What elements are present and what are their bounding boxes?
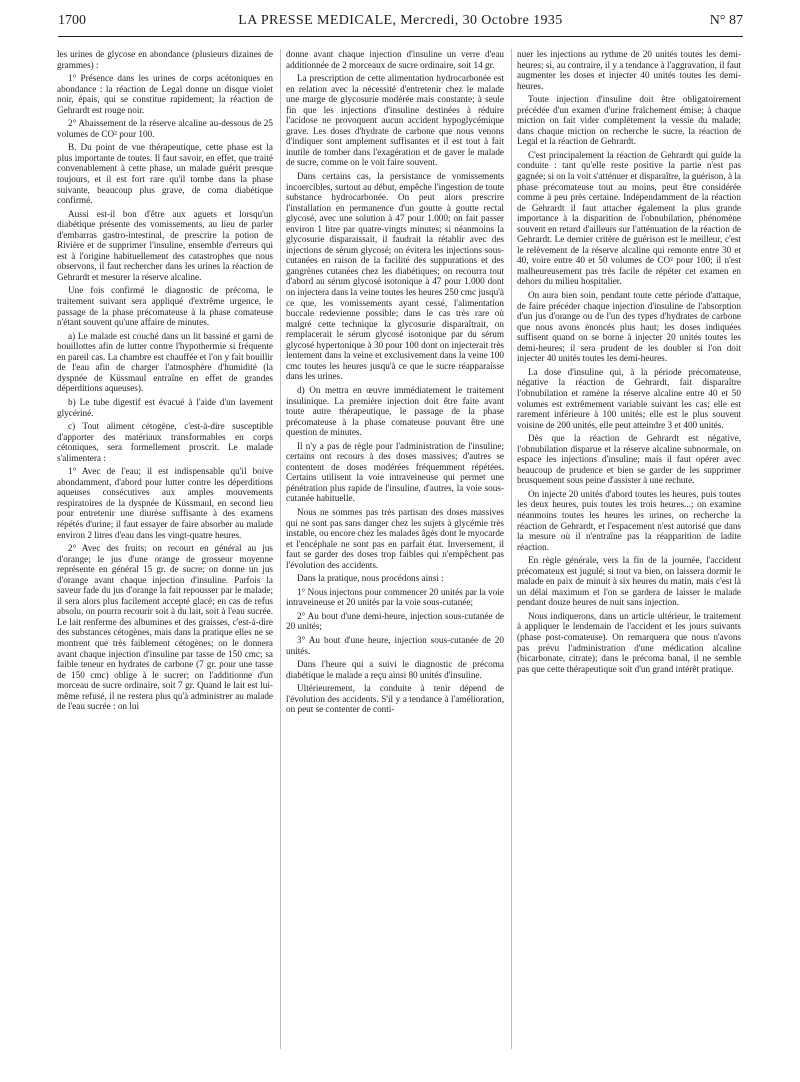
paragraph: 2° Abaissement de la réserve alcaline au-dessous de 25 volumes de CO² pour 100. <box>57 118 273 139</box>
paragraph: La prescription de cette alimentation hydrocarbonée est en relation avec la nécessité d'entretenir chez le malade une marge de glycosurie modérée mais constante; à seule fin que les injections d'insuline destinées à réduire l'acidose ne provoquent aucun accident hypoglycémique grave. Les doses d'hydrate de carbone que nous venons d'indiquer sont amplement suffisantes et il est tout à fait inutile de tomber dans l'exagération et de gaver le malade de sucre, comme on le voit faire souvent. <box>286 73 504 168</box>
paragraph: Il n'y a pas de règle pour l'administration de l'insuline; certains ont recours à des doses massives; d'autres se contentent de doses modérées fréquemment répétées. Certains utilisent la voie intraveineuse qui permet une pénétration plus rapide de l'insuline, d'autres, la voie sous-cutanée habituelle. <box>286 440 504 504</box>
page-header <box>58 8 743 34</box>
paragraph: Une fois confirmé le diagnostic de précoma, le traitement suivant sera appliqué d'extrême urgence, le passage de la phase précomateuse à la phase comateuse n'étant souvent qu'une affaire de minutes. <box>57 285 273 328</box>
paragraph: Dans certains cas, la persistance de vomissements incoercibles, surtout au début, empêche l'ingestion de toute substance hydrocarbonée. On peut alors prescrire l'installation en permanence d'un goutte à goutte rectal glycosé, avec une solution à 47 pour 1.000; on fait passer environ 1 litre par quatre-vingts minutes; si néanmoins la glycosurie disparaissait, il faudrait la rétablir avec des injections de sérum glycosé; on évitera les injections sous-cutanées en raison de la facilité des suppurations et des gangrènes cutanées chez les diabétiques; on recourra tout d'abord au sérum glycosé isotonique à 47 pour 1.000 dont on injectera dans la veine toutes les heures 250 cmc jusqu'à ce que, les vomissements ayant cessé, l'alimentation buccale redevienne possible; dans le cas très rare où malgré cette technique la glycosurie disparaîtrait, on remplacerait le sérum glycosé isotonique par du sérum glycosé hypertonique à 30 pour 100 dont on injecterait très lentement dans la veine et exclusivement dans la veine 100 cmc toutes les heures jusqu'à ce que le sucre réapparaisse dans les urines. <box>286 171 504 382</box>
column-divider <box>280 49 281 1049</box>
paragraph: Nous ne sommes pas très partisan des doses massives qui ne sont pas sans danger chez les sujets à glycémie très instable, ou encore chez les malades âgés dont le myocarde et l'encéphale ne sont pas en parfait état. Inversement, il faut se garder des doses trop faibles qui n'empêchent pas l'évolution des accidents. <box>286 506 504 570</box>
text-column-middle <box>286 49 504 1049</box>
paragraph: 2° Avec des fruits; on recourt en général au jus d'orange; le jus d'une orange de grosseur moyenne représente en général 15 gr. de sucre; on donne un jus d'orange avant chaque injection d'insuline. Parfois la saveur fade du jus d'orange la fait repousser par le malade; il sera alors plus facilement accepté glacé; en cas de refus absolu, on pourra recourir soit à du lait, soit à l'eau sucrée. Le lait renferme des albumines et des graisses, c'est-à-dire des substances cétogènes, mais dans la pratique elles ne se montrent que très faiblement cétogènes; on le donnera avant chaque injection d'insuline par tasse de 150 cmc; sa faible teneur en hydrates de carbone (7 gr. pour une tasse de 150 cmc) oblige à le sucrer; on l'additionne d'un morceau de sucre ordinaire, soit 7 gr. Quand le lait est lui-même refusé, il ne restera plus qu'à administrer au malade de l'eau sucrée : on lui <box>57 543 273 712</box>
column-divider <box>511 49 512 1049</box>
paragraph: 1° Nous injectons pour commencer 20 unités par la voie intraveineuse et 20 unités par la voie sous-cutanée; <box>286 586 504 608</box>
paragraph: a) Le malade est couché dans un lit bassiné et garni de bouillottes afin de lutter contre l'hypothermie si fréquente en pareil cas. La chambre est chauffée et l'on y fait bouillir de l'eau afin de charger l'atmosphère d'humidité (la dyspnée de Küssmaul entraîne en effet de grandes déperditions aqueuses). <box>57 330 273 394</box>
paragraph: b) Le tube digestif est évacué à l'aide d'un lavement glycériné. <box>57 396 273 418</box>
paragraph: donne avant chaque injection d'insuline un verre d'eau additionnée de 2 morceaux de sucre ordinaire, soit 14 gr. <box>286 49 504 70</box>
paragraph: Nous indiquerons, dans un article ultérieur, le traitement à appliquer le lendemain de l'accident et les jours suivants (phase post-comateuse). On remarquera que nous n'avons pas prévu l'administration d'une médication alcaline (bicarbonate, citrate); dans le précoma banal, il ne semble pas que cette thérapeutique soit d'un grand intérêt pratique. <box>517 610 741 674</box>
paragraph: Dans la pratique, nous procédons ainsi : <box>297 573 444 584</box>
paragraph: nuer les injections au rythme de 20 unités toutes les demi-heures; si, au contraire, il y a tendance à l'aggravation, il faut augmenter les doses et injecter 40 unités toutes les demi-heures. <box>517 49 741 91</box>
paragraph: On aura bien soin, pendant toute cette période d'attaque, de faire précéder chaque injection d'insuline de l'absorption d'un jus d'orange ou de l'un des types d'hydrates de carbone que nous avons énoncés plus haut; les doses indiquées suffisent quand on se borne à injecter 20 unités toutes les demi-heures; il sera prudent de les doubler si l'on doit injecter 40 unités toutes les demi-heures. <box>517 290 741 364</box>
text-column-right <box>517 49 741 1049</box>
journal-title-line: LA PRESSE MEDICALE, Mercredi, 30 Octobre 1935 <box>238 13 563 28</box>
paragraph: En règle générale, vers la fin de la journée, l'accident précomateux est jugulé; si tout va bien, on laissera dormir le malade en paix de minuit à six heures du matin, mais c'est là un délai maximum et l'on se gardera de laisser le malade pendant douze heures de nuit sans injection. <box>517 555 741 608</box>
page-number: 1700 <box>58 13 86 28</box>
issue-number: N° 87 <box>709 13 743 28</box>
paragraph: Ultérieurement, la conduite à tenir dépend de l'évolution des accidents. S'il y a tendance à l'amélioration, on peut se contenter de conti- <box>286 683 504 715</box>
paragraph: On injecte 20 unités d'abord toutes les heures, puis toutes les deux heures, puis toutes les trois heures...; on examine néanmoins toutes les heures les urines, on recherche la réaction de Gehrardt, et l'espacement n'est autorisé que dans la mesure où il n'entraîne pas la réapparition de ladite réaction. <box>517 488 741 552</box>
paragraph: Dès que la réaction de Gehrardt est négative, l'obnubilation disparue et la réserve alcaline subnormale, on espace les injections d'insuline; mais il faut opérer avec beaucoup de prudence et bien se garder de les supprimer brusquement sous peine d'assister à une rechute. <box>517 433 741 486</box>
paragraph: B. Du point de vue thérapeutique, cette phase est la plus importante de toutes. Il faut savoir, en effet, que traité convenablement à cette phase, un malade guérit presque toujours, et il est fort rare qu'il tombe dans la phase suivante, beaucoup plus grave, de coma diabétique confirmé. <box>57 142 273 206</box>
paragraph: La dose d'insuline qui, à la période précomateuse, négative la réaction de Gehrardt, fait disparaître l'obnubilation et ramène la réserve alcaline entre 40 et 50 volumes est extrêmement variable suivant les cas; elle est rarement inférieure à 100 unités; elle est le plus souvent voisine de 200 unités, elle peut atteindre 3 et 400 unités. <box>517 366 741 430</box>
paragraph: c) Tout aliment cétogène, c'est-à-dire susceptible d'apporter des matériaux transformables en corps cétoniques, sera formellement proscrit. Le malade s'alimentera : <box>57 421 273 463</box>
header-rule <box>58 36 743 37</box>
paragraph: 1° Présence dans les urines de corps acétoniques en abondance : la réaction de Legal donne un disque violet noir, épais, qui se constitue rapidement; la réaction de Gehrardt est rouge noir. <box>57 73 273 115</box>
paragraph: 2° Au bout d'une demi-heure, injection sous-cutanée de 20 unités; <box>286 610 504 632</box>
text-column-left <box>57 49 273 1049</box>
paragraph: Toute injection d'insuline doit être obligatoirement précédée d'un examen d'urine fraîchement émise; à chaque miction on fait vider complètement la vessie du malade; dans chaque miction on recherche le sucre, la réaction de Legal et la réaction de Gehrardt. <box>517 94 741 147</box>
paragraph: d) On mettra en œuvre immédiatement le traitement insulinique. La première injection doit être faite avant toute autre thérapeutique, le passage de la phase précomateuse à la phase comateuse pouvant être une question de minutes. <box>286 384 504 438</box>
paragraph: 1° Avec de l'eau; il est indispensable qu'il boive abondamment, d'abord pour lutter contre les déperditions aqueuses consécutives aux amples mouvements respiratoires de la dyspnée de Küssmaul, en second lieu pour entretenir une diurèse suffisante à des examens répétés d'urine; il faut essayer de faire absorber au malade environ 2 litres d'eau dans les vingt-quatre heures. <box>57 466 273 540</box>
paragraph: les urines de glycose en abondance (plusieurs dizaines de grammes) : <box>57 49 273 70</box>
paragraph: 3° Au bout d'une heure, injection sous-cutanée de 20 unités. <box>286 634 504 656</box>
paragraph: C'est principalement la réaction de Gehrardt qui guide la conduite : tant qu'elle reste positive la partie n'est pas gagnée; si on la voit s'atténuer et disparaître, la guérison, à la phase précomateuse tout au moins, peut être considérée comme à peu près certaine. Indépendamment de la réaction de Gehrardt il faut attacher également la plus grande importance à la disparition de l'obnubilation, phénomène souvent en retard d'ailleurs sur l'atténuation de la réaction de Gehrardt. Le dernier critère de guérison est le meilleur, c'est le relèvement de la réserve alcaline qui remonte entre 30 et 40, voire entre 40 et 50 volumes de CO² pour 100; il n'est malheureusement pas très facile de répéter cet examen en dehors du milieu hospitalier. <box>517 149 741 287</box>
paragraph: Aussi est-il bon d'être aux aguets et lorsqu'un diabétique présente des vomissements, au lieu de parler d'embarras gastro-intestinal, de prescrire la potion de Rivière et de supprimer l'insuline, ensemble d'erreurs qui est à l'origine habituellement des catastrophes que nous observons, il faut rechercher dans les urines la réaction de Gehrardt et mesurer la réserve alcaline. <box>57 208 273 282</box>
paragraph: Dans l'heure qui a suivi le diagnostic de précoma diabétique le malade a reçu ainsi 80 unités d'insuline. <box>286 659 504 680</box>
